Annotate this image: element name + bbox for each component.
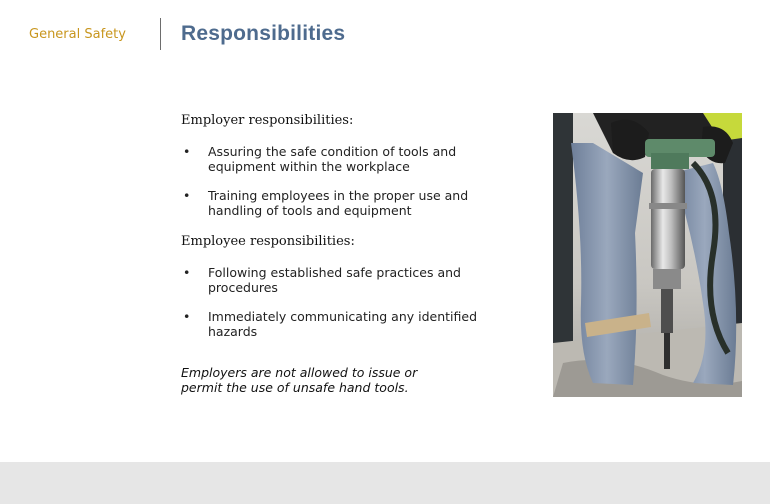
bullet-icon: • bbox=[183, 265, 191, 280]
list-item bbox=[181, 144, 481, 174]
policy-note: Employers are not allowed to issue or permit the use of unsafe hand tools. bbox=[181, 365, 418, 395]
list-item bbox=[181, 309, 481, 339]
content-body bbox=[181, 113, 481, 395]
bullet-icon: • bbox=[183, 309, 191, 324]
bullet-icon: • bbox=[183, 188, 191, 203]
employer-heading: Employer responsibilities: bbox=[181, 113, 354, 128]
list-item-text: Training employees in the proper use and handling of tools and equipment bbox=[208, 188, 469, 218]
list-item-text: Immediately communicating any identified hazards bbox=[208, 309, 478, 339]
list-item bbox=[181, 188, 481, 218]
list-item bbox=[181, 265, 481, 295]
employer-list bbox=[181, 144, 481, 218]
bullet-icon: • bbox=[183, 144, 191, 159]
list-item-text: Following established safe practices and procedures bbox=[208, 265, 461, 295]
section-label: General Safety bbox=[29, 27, 126, 42]
page-title: Responsibilities bbox=[181, 22, 346, 45]
employee-list bbox=[181, 265, 481, 339]
jackhammer-worker-photo bbox=[553, 113, 742, 397]
header-divider bbox=[160, 18, 161, 50]
list-item-text: Assuring the safe condition of tools and equipment within the workplace bbox=[208, 144, 457, 174]
employee-heading: Employee responsibilities: bbox=[181, 234, 355, 249]
footer-bar bbox=[0, 462, 770, 504]
